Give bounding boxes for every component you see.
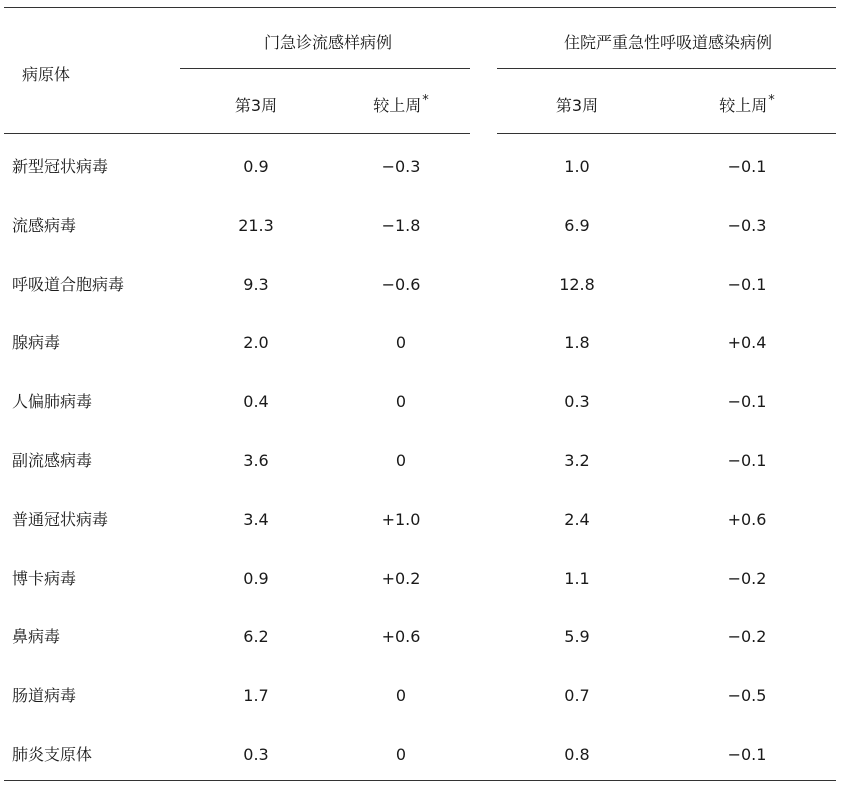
sari-week-value: 0.7	[564, 686, 590, 705]
pathogen-name: 肺炎支原体	[12, 745, 93, 764]
ili-week-value: 9.3	[243, 275, 269, 294]
group-rule-ili	[180, 68, 470, 69]
ili-week-value: 6.2	[243, 627, 269, 646]
ili-change-value: 0	[395, 451, 407, 470]
ili-change-value: +0.6	[381, 627, 421, 646]
bottom-rule	[4, 780, 836, 781]
sari-change-value: −0.2	[727, 627, 767, 646]
ili-change-value: 0	[395, 745, 407, 764]
sari-change-value: −0.1	[727, 451, 767, 470]
pathogen-name: 新型冠状病毒	[12, 157, 109, 176]
col-header-sari-change: 较上周*	[719, 93, 775, 115]
ili-week-value: 3.6	[243, 451, 269, 470]
sari-change-value: −0.1	[727, 392, 767, 411]
sari-week-value: 12.8	[559, 275, 595, 294]
sari-change-value: −0.5	[727, 686, 767, 705]
ili-change-value: +0.2	[381, 569, 421, 588]
sari-week-value: 0.8	[564, 745, 590, 764]
footnote-mark: *	[768, 93, 775, 108]
ili-week-value: 3.4	[243, 510, 269, 529]
ili-change-value: −0.3	[381, 157, 421, 176]
ili-week-value: 0.9	[243, 157, 269, 176]
pathogen-name: 人偏肺病毒	[12, 392, 93, 411]
group-rule-sari	[497, 68, 836, 69]
col-header-sari-week: 第3周	[555, 96, 599, 115]
pathogen-name: 呼吸道合胞病毒	[12, 275, 125, 294]
pathogen-name: 鼻病毒	[12, 627, 61, 646]
row-header: 病原体	[21, 65, 71, 84]
col-header-ili-change: 较上周*	[373, 93, 429, 115]
sari-change-value: +0.6	[727, 510, 767, 529]
pathogen-name: 普通冠状病毒	[12, 510, 109, 529]
pathogen-name: 肠道病毒	[12, 686, 77, 705]
ili-change-value: 0	[395, 392, 407, 411]
ili-change-value: 0	[395, 333, 407, 352]
ili-week-value: 1.7	[243, 686, 269, 705]
sari-change-value: +0.4	[727, 333, 767, 352]
ili-change-value: −1.8	[381, 216, 421, 235]
sari-change-value: −0.1	[727, 745, 767, 764]
pathogen-name: 博卡病毒	[12, 569, 77, 588]
ili-week-value: 0.4	[243, 392, 269, 411]
pathogen-name: 副流感病毒	[12, 451, 93, 470]
sari-week-value: 6.9	[564, 216, 590, 235]
pathogen-name: 腺病毒	[12, 333, 61, 352]
top-rule	[4, 7, 836, 8]
sari-change-value: −0.1	[727, 157, 767, 176]
ili-change-value: −0.6	[381, 275, 421, 294]
sari-week-value: 1.1	[564, 569, 590, 588]
sari-week-value: 3.2	[564, 451, 590, 470]
sari-week-value: 5.9	[564, 627, 590, 646]
ili-week-value: 2.0	[243, 333, 269, 352]
header-rule-left	[4, 133, 470, 134]
header-rule-right	[497, 133, 836, 134]
ili-change-value: 0	[395, 686, 407, 705]
footnote-mark: *	[422, 93, 429, 108]
sari-week-value: 1.0	[564, 157, 590, 176]
ili-week-value: 21.3	[238, 216, 274, 235]
sari-week-value: 1.8	[564, 333, 590, 352]
sari-change-value: −0.3	[727, 216, 767, 235]
sari-week-value: 0.3	[564, 392, 590, 411]
pathogen-name: 流感病毒	[12, 216, 77, 235]
group-title-ili: 门急诊流感样病例	[263, 33, 393, 52]
ili-change-value: +1.0	[381, 510, 421, 529]
sari-change-value: −0.2	[727, 569, 767, 588]
group-title-sari: 住院严重急性呼吸道感染病例	[563, 33, 773, 52]
sari-week-value: 2.4	[564, 510, 590, 529]
col-header-ili-week: 第3周	[234, 96, 278, 115]
ili-week-value: 0.3	[243, 745, 269, 764]
ili-week-value: 0.9	[243, 569, 269, 588]
sari-change-value: −0.1	[727, 275, 767, 294]
